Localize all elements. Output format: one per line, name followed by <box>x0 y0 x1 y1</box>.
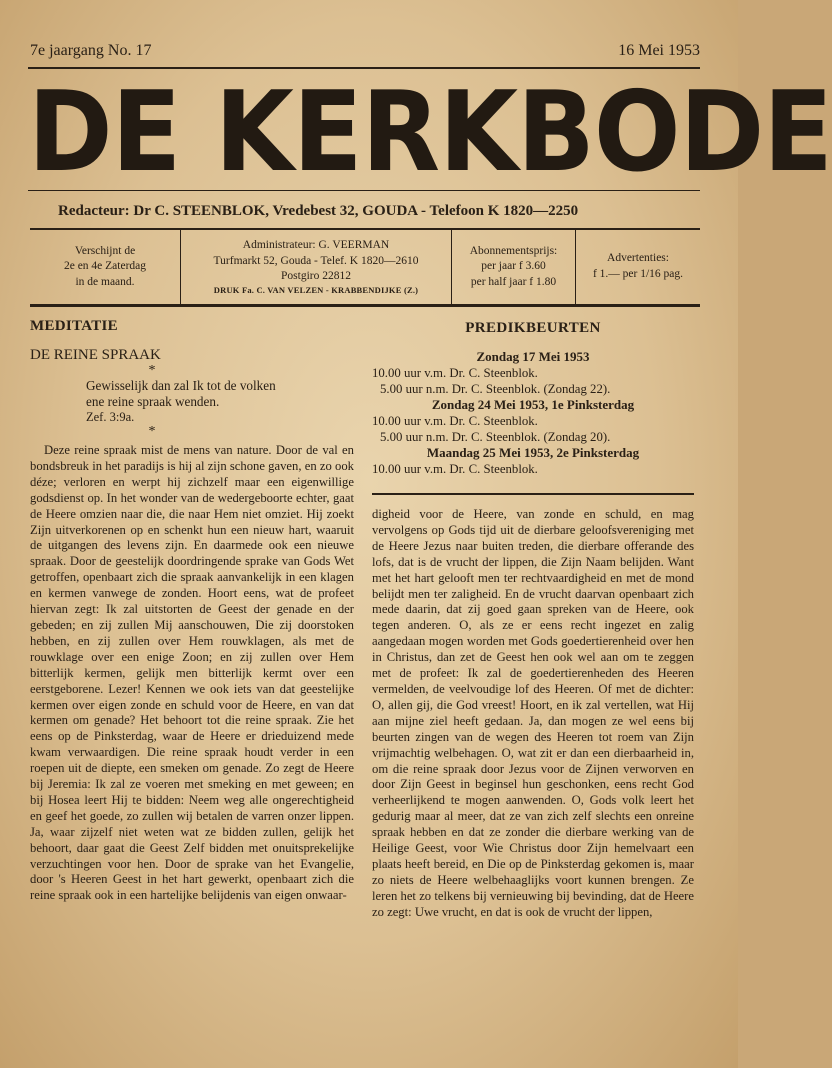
subscription-line: Abonnementsprijs: <box>469 244 558 257</box>
service-line: 10.00 uur v.m. Dr. C. Steenblok. <box>372 462 538 476</box>
scripture-reference: Zef. 3:9a. <box>86 410 135 424</box>
section-heading: MEDITATIE <box>30 318 118 334</box>
ads-line: f 1.— per 1/16 pag. <box>592 268 684 280</box>
admin-line: Postgiro 22812 <box>281 270 351 283</box>
section-heading: PREDIKBEURTEN <box>465 320 601 336</box>
star-ornament: * <box>148 363 156 378</box>
article-continuation: digheid voor de Heere, van zonde en schuld, en mag vervolgens op Gods tijd uit de dierbare geloofsvereniging met de Heere Jezus naar buiten treden, die dierbare offerande des lofs, dat is de vrucht der lippen, die Zijn Naam belijden. Want met het hart gelooft men ter rechtvaardigheid en met de mond belijdt men ter zaligheid. En de vrucht daarvan openbaart zich mede daarin, dat zij goed gaan spreken van de Heere, ook tegen anderen. O, als ze er eens recht ingezet en zalig aangedaan mogen worden met Gods goedertierenheid over hen in Christus, dan zet de Geest hen ook wel aan om te zeggen met de profeet: Ik zal de goedertierenheden des Heeren vermelden, de veelvoudige lof des Heeren. Of met de dichter: O, allen gij, die God vreest! Hoort, en ik zal vertellen, wat Hij aan mijne ziel heeft gedaan. Ja, dan mogen ze wel eens bij beurten zingen van de wegen des Heeren tot roem van Zijn vrijmachtig welbehagen. O, wat zit er dan een dierbaarheid in, om die reine spraak door Jezus voor de Zijnen verworven en door Zijn Geest in beginsel hun geschonken, eens recht God verheerlijkend te mogen aanwenden. O, Gods volk leert het gedurig maar al meer, dat ze van zich zelf slechts een onreine spraak hebben en dat ze zonder die dierbare werking van de Heilige Geest, voor Wie Christus door Zijn hemelvaart een plaats heeft bereid, en Die op de Pinksterdag gekomen is, maar zo niets de Heere welbehaaglijks voort kunnen brengen. Ze leren het zo telkens bij vernieuwing bij bevinding, dat de Heere zo zegt: Uwe vrucht, en dat is ook de vrucht der lippen, <box>372 507 694 919</box>
service-line: 5.00 uur n.m. Dr. C. Steenblok. (Zondag 20). <box>380 430 611 444</box>
scripture-quote: ene reine spraak wenden. <box>86 394 220 409</box>
article-title: DE REINE SPRAAK <box>30 347 161 363</box>
meditatie-column <box>30 318 354 904</box>
service-line: 10.00 uur v.m. Dr. C. Steenblok. <box>372 366 538 380</box>
schedule-day-title: Zondag 24 Mei 1953, 1e Pinksterdag <box>431 397 635 412</box>
service-line: 10.00 uur v.m. Dr. C. Steenblok. <box>372 414 538 428</box>
issue-date: 16 Mei 1953 <box>618 42 700 59</box>
issue-line <box>30 42 700 60</box>
issue-number: 7e jaargang No. 17 <box>30 42 152 59</box>
service-line: 5.00 uur n.m. Dr. C. Steenblok. (Zondag 22). <box>380 382 611 396</box>
service-schedule <box>372 349 694 477</box>
frequency-line: Verschijnt de <box>74 244 136 257</box>
right-column <box>372 320 694 921</box>
star-ornament: * <box>148 424 156 439</box>
info-box <box>30 228 700 307</box>
subscription-line: per jaar f 3.60 <box>481 260 546 273</box>
editor-line: Redacteur: Dr C. STEENBLOK, Vredebest 32, GOUDA - Telefoon K 1820—2250 <box>58 203 579 219</box>
scripture-quote: Gewisselijk dan zal Ik tot de volken <box>86 378 276 393</box>
administration-cell <box>181 230 452 304</box>
masthead-rule <box>28 190 700 191</box>
frequency-cell <box>30 230 181 304</box>
frequency-line: 2e en 4e Zaterdag <box>63 260 147 273</box>
schedule-day-title: Maandag 25 Mei 1953, 2e Pinksterdag <box>426 445 640 460</box>
ads-cell <box>576 230 700 304</box>
masthead-title: DE KERKBODE <box>28 68 832 197</box>
admin-line: Administrateur: G. VEERMAN <box>242 238 390 251</box>
column-rule <box>372 493 694 495</box>
schedule-day-title: Zondag 17 Mei 1953 <box>476 349 590 364</box>
article-body: Deze reine spraak mist de mens van nature. Door de val en bondsbreuk in het paradijs is hij al zijn schone gaven, en zo ook déze; verloren en werpt hij zichzelf maar een eigenwillige godsdienst op. In het wonder van de wedergeboorte echter, gaat de Heere omzien naar die, die naar Hem niet omziet. Hij zoekt Zijn uitverkorenen op en schenkt hun een nieuw hart, waaruit de uitgangen des levens zijn. En daarmede ook een nieuwe spraak. Door de geestelijk doordringende sprake van Gods Wet getroffen, openbaart zich die spraak aanvankelijk in een klagen en kermen vanwege de zonden. Hoort eens, wat de profeet hiervan zegt: Ik zal uitstorten de Geest der genade en der gebeden; en zij zullen Mij aanschouwen, Die zij doorstoken hebben, en zij zullen over Hem rouwklagen, als met de rouwklage over een enige Zoon; en zij zullen over Hem bitterlijk kermen, gelijk men bitterlijk kermt over een eerstgeborene. Lezer! Kennen we ook iets van dat geestelijke kermen over eigen zonde en schuld voor de Heere, en van dat kermen om genade? Het behoort tot die reine spraak. Zie het eens op de Pinksterdag, waar de Heere er drieduizend mede kwam verwaardigen. Die reine spraak houdt verder in een roepen uit de diepte, een smeken om genade. Zo zegt de Heere bij Jeremia: Ik zal ze voeren met smeking en met geween; en bij Hosea leert Hij te bidden: Neem weg alle ongerechtigheid en geef het goede, zo zullen wij betalen de varren onzer lippen. Ja, waar zijzelf niet weten wat ze bidden zullen, gelijk het behoort, daar gaat die Geest Zelf bidden met onuitsprekelijke verzuchtingen voor hen. Door de sprake van het Evangelie, door 's Heeren Geest in het hart gewerkt, openbaart zich die reine spraak ook in een hartelijke belijdenis van eigen onwaar- <box>30 443 354 903</box>
subscription-cell <box>452 230 576 304</box>
frequency-line: in de maand. <box>75 275 135 288</box>
admin-line: Turfmarkt 52, Gouda - Telef. K 1820—2610 <box>213 254 419 267</box>
ads-line: Advertenties: <box>607 252 669 265</box>
printer-line: DRUK Fa. C. VAN VELZEN - KRABBENDIJKE (Z.) <box>213 284 419 295</box>
subscription-line: per half jaar f 1.80 <box>470 275 557 288</box>
